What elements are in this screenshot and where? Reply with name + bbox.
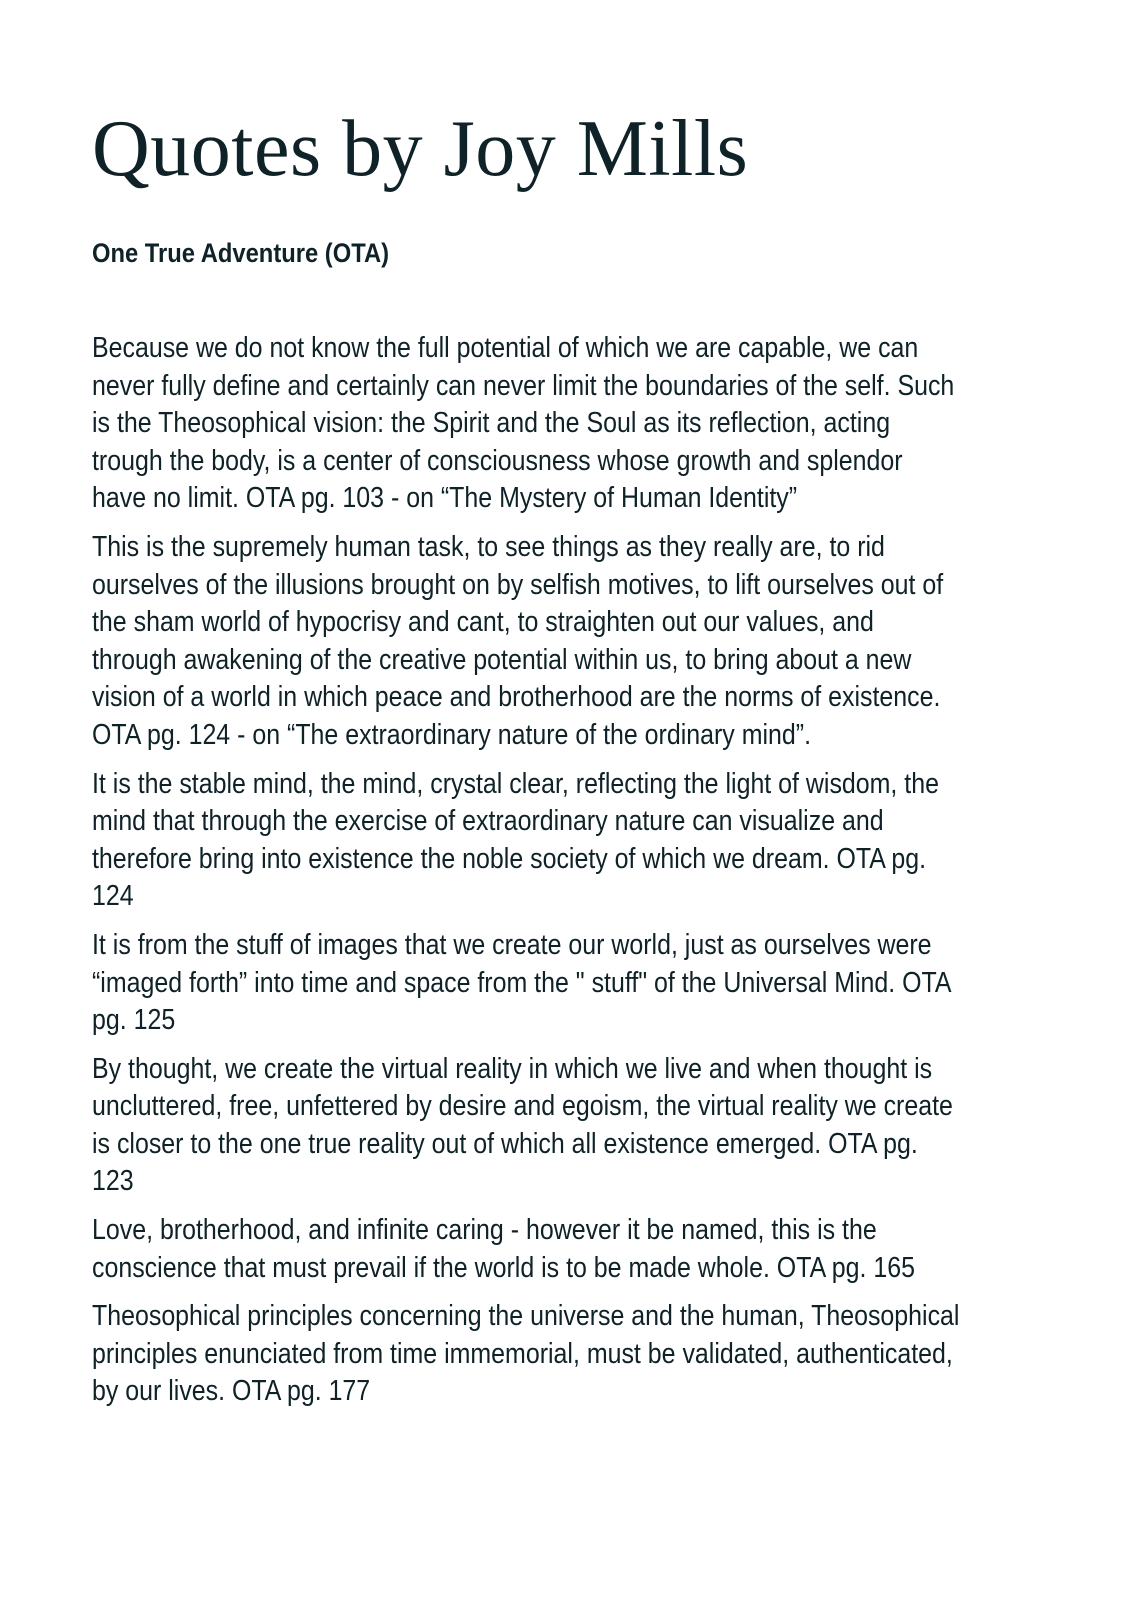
quote-line: never fully define and certainly can never limit the boundaries of the self. Such [92,369,955,402]
page-title: Quotes by Joy Mills [92,105,749,193]
quote-line: uncluttered, free, unfettered by desire and egoism, the virtual reality we create [92,1090,953,1123]
quote-paragraph [92,1212,1092,1287]
quote-line: have no limit. OTA pg. 103 - on “The Mystery of Human Identity” [92,482,798,515]
quote-paragraph [92,1051,1092,1201]
quote-line: It is from the stuff of images that we create our world, just as ourselves were [92,928,932,961]
quote-line: vision of a world in which peace and brotherhood are the norms of existence. [92,681,941,714]
quote-paragraph [92,1298,1092,1411]
quote-line: Love, brotherhood, and infinite caring - however it be named, this is the [92,1214,877,1247]
quote-paragraph [92,330,1092,518]
quote-line: is closer to the one true reality out of which all existence emerged. OTA pg. [92,1127,918,1160]
quote-list [92,330,1092,1422]
quote-line: “imaged forth” into time and space from the " stuff" of the Universal Mind. OTA [92,966,952,999]
quote-line: OTA pg. 124 - on “The extraordinary nature of the ordinary mind”. [92,718,812,751]
quote-paragraph [92,529,1092,755]
quote-line: ourselves of the illusions brought on by selfish motives, to lift ourselves out of [92,568,944,601]
quote-line: mind that through the exercise of extraordinary nature can visualize and [92,805,884,838]
quote-line: By thought, we create the virtual reality in which we live and when thought is [92,1052,933,1085]
quote-line: by our lives. OTA pg. 177 [92,1375,371,1408]
quote-line: Theosophical principles concerning the universe and the human, Theosophical [92,1300,960,1333]
quote-line: through awakening of the creative potential within us, to bring about a new [92,643,912,676]
quote-line: pg. 125 [92,1004,176,1037]
section-subtitle: One True Adventure (OTA) [92,238,390,268]
quote-line: 123 [92,1165,134,1198]
quote-paragraph [92,766,1092,916]
quote-line: principles enunciated from time immemorial, must be validated, authenticated, [92,1337,953,1370]
quote-line: It is the stable mind, the mind, crystal clear, reflecting the light of wisdom, the [92,767,939,800]
quote-line: conscience that must prevail if the world is to be made whole. OTA pg. 165 [92,1251,915,1284]
quote-line: Because we do not know the full potential of which we are capable, we can [92,332,919,364]
quote-line: This is the supremely human task, to see things as they really are, to rid [92,530,885,563]
quote-line: is the Theosophical vision: the Spirit and the Soul as its reflection, acting [92,407,891,440]
quote-line: trough the body, is a center of consciousness whose growth and splendor [92,444,903,477]
quote-line: the sham world of hypocrisy and cant, to straighten out our values, and [92,606,874,639]
quote-line: therefore bring into existence the noble society of which we dream. OTA pg. [92,842,927,875]
quote-line: 124 [92,880,134,913]
quote-paragraph [92,927,1092,1040]
